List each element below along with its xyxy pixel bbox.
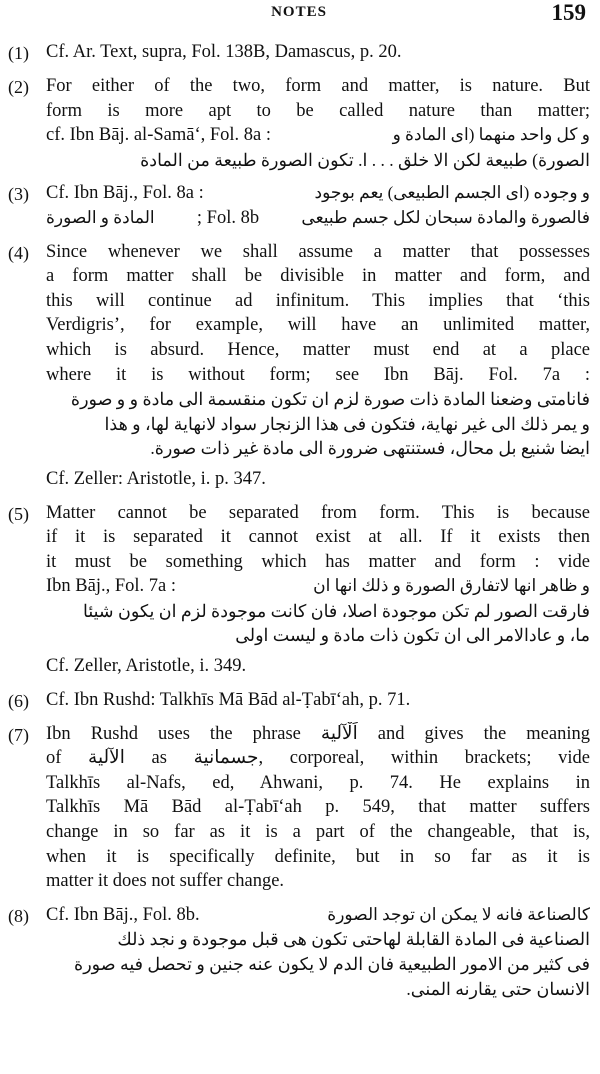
footnote-number: (2) <box>8 77 29 97</box>
footnote-body <box>46 501 590 679</box>
footnote-number-value: 8 <box>14 905 23 926</box>
arabic-text: المادة و الصورة <box>46 207 155 227</box>
footnote-number-value: 4 <box>14 242 23 263</box>
footnote-number-value: 3 <box>14 184 23 205</box>
footnote-body <box>46 688 590 713</box>
footnote-body <box>46 74 590 172</box>
footnote <box>8 181 590 230</box>
text-line: Matter cannot be separated from form. This is because <box>46 502 590 523</box>
mixed-line <box>46 181 590 206</box>
text-line: Cf. Ar. Text, supra, Fol. 138B, Damascus, p. 20. <box>46 42 402 62</box>
footnote-number: (1) <box>8 43 29 63</box>
text-line: form is more apt to be called nature than matter; <box>46 100 590 121</box>
english-text: Ibn Bāj., Fol. 7a : <box>46 576 177 597</box>
english-text: Cf. Ibn Bāj., Fol. 8b. <box>46 904 200 925</box>
arabic-line: فى كثير من الامور الطبيعية فان الدم لا يكون عنه جنين و تحصل فيه صورة <box>74 954 590 974</box>
text-line: Verdigris’, for example, will have an unlimited matter, <box>46 315 590 336</box>
mixed-line <box>46 206 590 231</box>
text-line: Since whenever we shall assume a matter that possesses <box>46 241 590 262</box>
english-text: Cf. Ibn Bāj., Fol. 8a : <box>46 183 204 204</box>
footnote-number-value: 6 <box>14 690 23 711</box>
footnote <box>8 40 590 65</box>
footnote <box>8 74 590 172</box>
footnote <box>8 722 590 894</box>
footnote-number-value: 2 <box>14 77 23 97</box>
text-line: this will continue ad infinitum. This implies that ‘this <box>46 290 590 311</box>
arabic-line: الانسان حتى يقارنه المنى. <box>406 978 590 999</box>
footnote <box>8 688 590 713</box>
footnote-number: (3) <box>8 184 29 205</box>
footnote-body <box>46 722 590 894</box>
notes-list <box>8 40 590 1001</box>
text-line: change in so far as it is a part of the changeable, that is, <box>46 822 590 843</box>
text-line: a form matter shall be divisible in matter and form, and <box>46 266 590 287</box>
arabic-text: كالصناعة فانه لا يمكن ان توجد الصورة <box>327 904 590 924</box>
citation: Cf. Zeller, Aristotle, i. 349. <box>46 656 247 677</box>
footnote-body <box>46 40 590 65</box>
arabic-line: ايضا شنيع بل محال، فستنتهى ضرورة الى مادة غير ذات صورة. <box>150 438 590 459</box>
arabic-text: و ظاهر انها لاتفارق الصورة و ذلك انها ان <box>313 576 590 596</box>
arabic-line: و يمر ذلك الى غير نهاية، فتكون فى هذا الزنجار سواد لانهاية لها، و هذا <box>104 413 590 434</box>
english-text: cf. Ibn Bāj. al-Samā‘, Fol. 8a : <box>46 125 272 146</box>
page-number: 159 <box>551 0 586 25</box>
mixed-line <box>46 903 590 928</box>
arabic-line: فارقت الصور لم تكن موجودة اصلا، فان كانت موجودة لزم ان يكون شيئا <box>83 600 590 621</box>
mixed-line <box>46 574 590 599</box>
arabic-line: الصناعية فى المادة القابلة لهاحتى تكون هى قبل موجودة و نجد ذلك <box>117 929 590 950</box>
text-line: For either of the two, form and matter, is nature. But <box>46 76 590 96</box>
english-text: ; Fol. 8b <box>196 207 260 228</box>
text-line: which is absurd. Hence, matter must end at a place <box>46 339 590 360</box>
text-line: Talkhīs Mā Bād al-Ṭabī‘ah p. 549, that matter suffers <box>46 797 590 818</box>
arabic-line: فانامتى وضعنا المادة ذات صورة لزم ان تكون منقسمة الى مادة و و صورة <box>70 389 590 410</box>
running-head: NOTES <box>271 4 327 20</box>
text-line: of الآلية as جسمانية, corporeal, within brackets; vide <box>46 748 590 769</box>
arabic-text: و كل واحد منهما (اى المادة و <box>392 125 590 145</box>
text-line: when it is specifically definite, but in so far as it is <box>46 846 590 867</box>
footnote-number-value: 1 <box>14 43 23 63</box>
footnote-number: (8) <box>8 905 29 926</box>
footnote-number-value: 5 <box>14 503 23 524</box>
arabic-text: فالصورة والمادة سبحان لكل جسم طبيعى <box>301 207 590 227</box>
text-line: it must be something which has matter and form : vide <box>46 551 590 572</box>
text-line: if it is separated it cannot exist at all. If it exists then <box>46 527 590 548</box>
text-line: where it is without form; see Ibn Bāj. Fol. 7a : <box>46 364 590 385</box>
citation: Cf. Zeller: Aristotle, i. p. 347. <box>46 468 266 489</box>
footnote <box>8 240 590 492</box>
footnote-number: (4) <box>8 242 29 263</box>
text-line: Cf. Ibn Rushd: Talkhīs Mā Bād al-Ṭabī‘ah, p. 71. <box>46 689 411 710</box>
page-header <box>8 0 590 40</box>
footnote-number: (5) <box>8 503 29 524</box>
footnote-number-value: 7 <box>14 724 23 745</box>
footnote-body <box>46 240 590 492</box>
arabic-text: و وجوده (اى الجسم الطبيعى) يعم بوجود <box>314 183 590 203</box>
footnote <box>8 903 590 1001</box>
arabic-line: ما، و عادالامر الى ان تكون ذات مادة و ليست اولى <box>235 625 590 646</box>
footnote-body <box>46 181 590 230</box>
text-line: Ibn Rushd uses the phrase اَلْآلية and gives the meaning <box>46 723 590 744</box>
text-line: matter it does not suffer change. <box>46 871 285 892</box>
footnote-number: (7) <box>8 724 29 745</box>
footnote <box>8 501 590 679</box>
arabic-line: الصورة) طبيعة لكن الا خلق . . . ا. تكون الصورة طبيعة من المادة <box>140 149 590 170</box>
mixed-line <box>46 123 590 148</box>
footnote-body <box>46 903 590 1001</box>
footnote-number: (6) <box>8 690 29 711</box>
text-line: Talkhīs al-Nafs, ed, Ahwani, p. 74. He explains in <box>46 772 590 793</box>
